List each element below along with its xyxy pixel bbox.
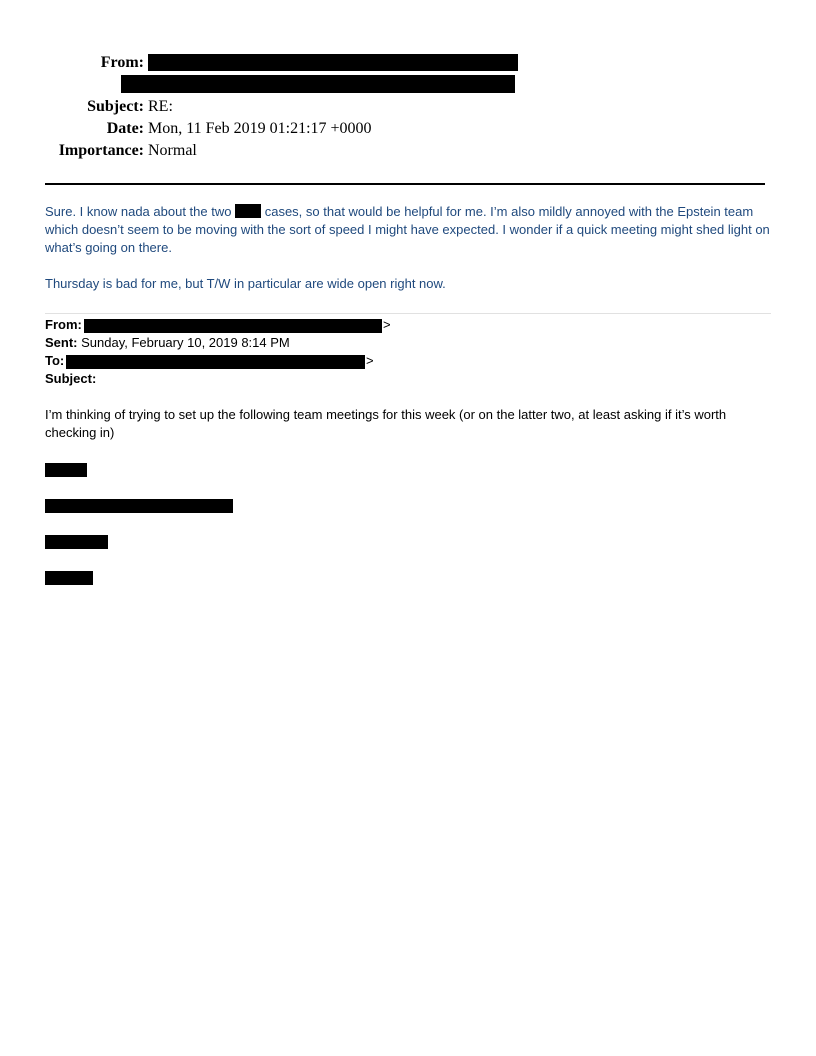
orig-from-row xyxy=(45,316,82,334)
redaction-list-item-1 xyxy=(45,463,87,477)
orig-from-suffix: > xyxy=(383,317,391,332)
date-label: Date: xyxy=(106,120,144,137)
orig-sent-row xyxy=(45,334,290,352)
orig-body: I’m thinking of trying to set up the following team meetings for this week (or on the latter two, at least asking if it’s worth checking in) xyxy=(45,407,727,440)
redaction-orig-from xyxy=(84,319,382,333)
subject-value: RE: xyxy=(148,98,173,115)
quote-divider xyxy=(45,313,771,314)
reply-paragraph-1 xyxy=(45,203,770,257)
reply-text-part1: Sure. I know nada about the two xyxy=(45,204,232,219)
date-value: Mon, 11 Feb 2019 01:21:17 +0000 xyxy=(148,120,372,137)
redaction-list-item-3 xyxy=(45,535,108,549)
redaction-from-line2 xyxy=(121,75,515,93)
subject-label: Subject: xyxy=(87,98,144,115)
reply-text-part2: cases, so that would be helpful for me. I’m also mildly annoyed with the Epstein team which doesn’t seem to be moving with the sort of speed I might have expected. I wonder if a quick meeting might shed light on what’s going on there. xyxy=(45,204,770,255)
orig-sent-value: Sunday, February 10, 2019 8:14 PM xyxy=(81,335,290,350)
orig-to-row xyxy=(45,352,64,370)
orig-sent-label: Sent: xyxy=(45,335,78,350)
redaction-from-line1 xyxy=(148,54,518,71)
redaction-orig-to xyxy=(66,355,365,369)
orig-from-label: From: xyxy=(45,317,82,332)
orig-to-label: To: xyxy=(45,353,65,368)
orig-subject-label: Subject: xyxy=(45,371,97,386)
redaction-list-item-2 xyxy=(45,499,233,513)
orig-to-suffix: > xyxy=(366,353,374,368)
header-divider xyxy=(45,183,765,185)
importance-value: Normal xyxy=(148,142,197,159)
from-label: From: xyxy=(100,54,144,71)
reply-text-para2: Thursday is bad for me, but T/W in particular are wide open right now. xyxy=(45,276,446,291)
redaction-inline xyxy=(235,204,261,218)
reply-paragraph-2 xyxy=(45,275,770,293)
redaction-list-item-4 xyxy=(45,571,93,585)
importance-label: Importance: xyxy=(58,142,144,159)
orig-subject-row xyxy=(45,370,96,388)
